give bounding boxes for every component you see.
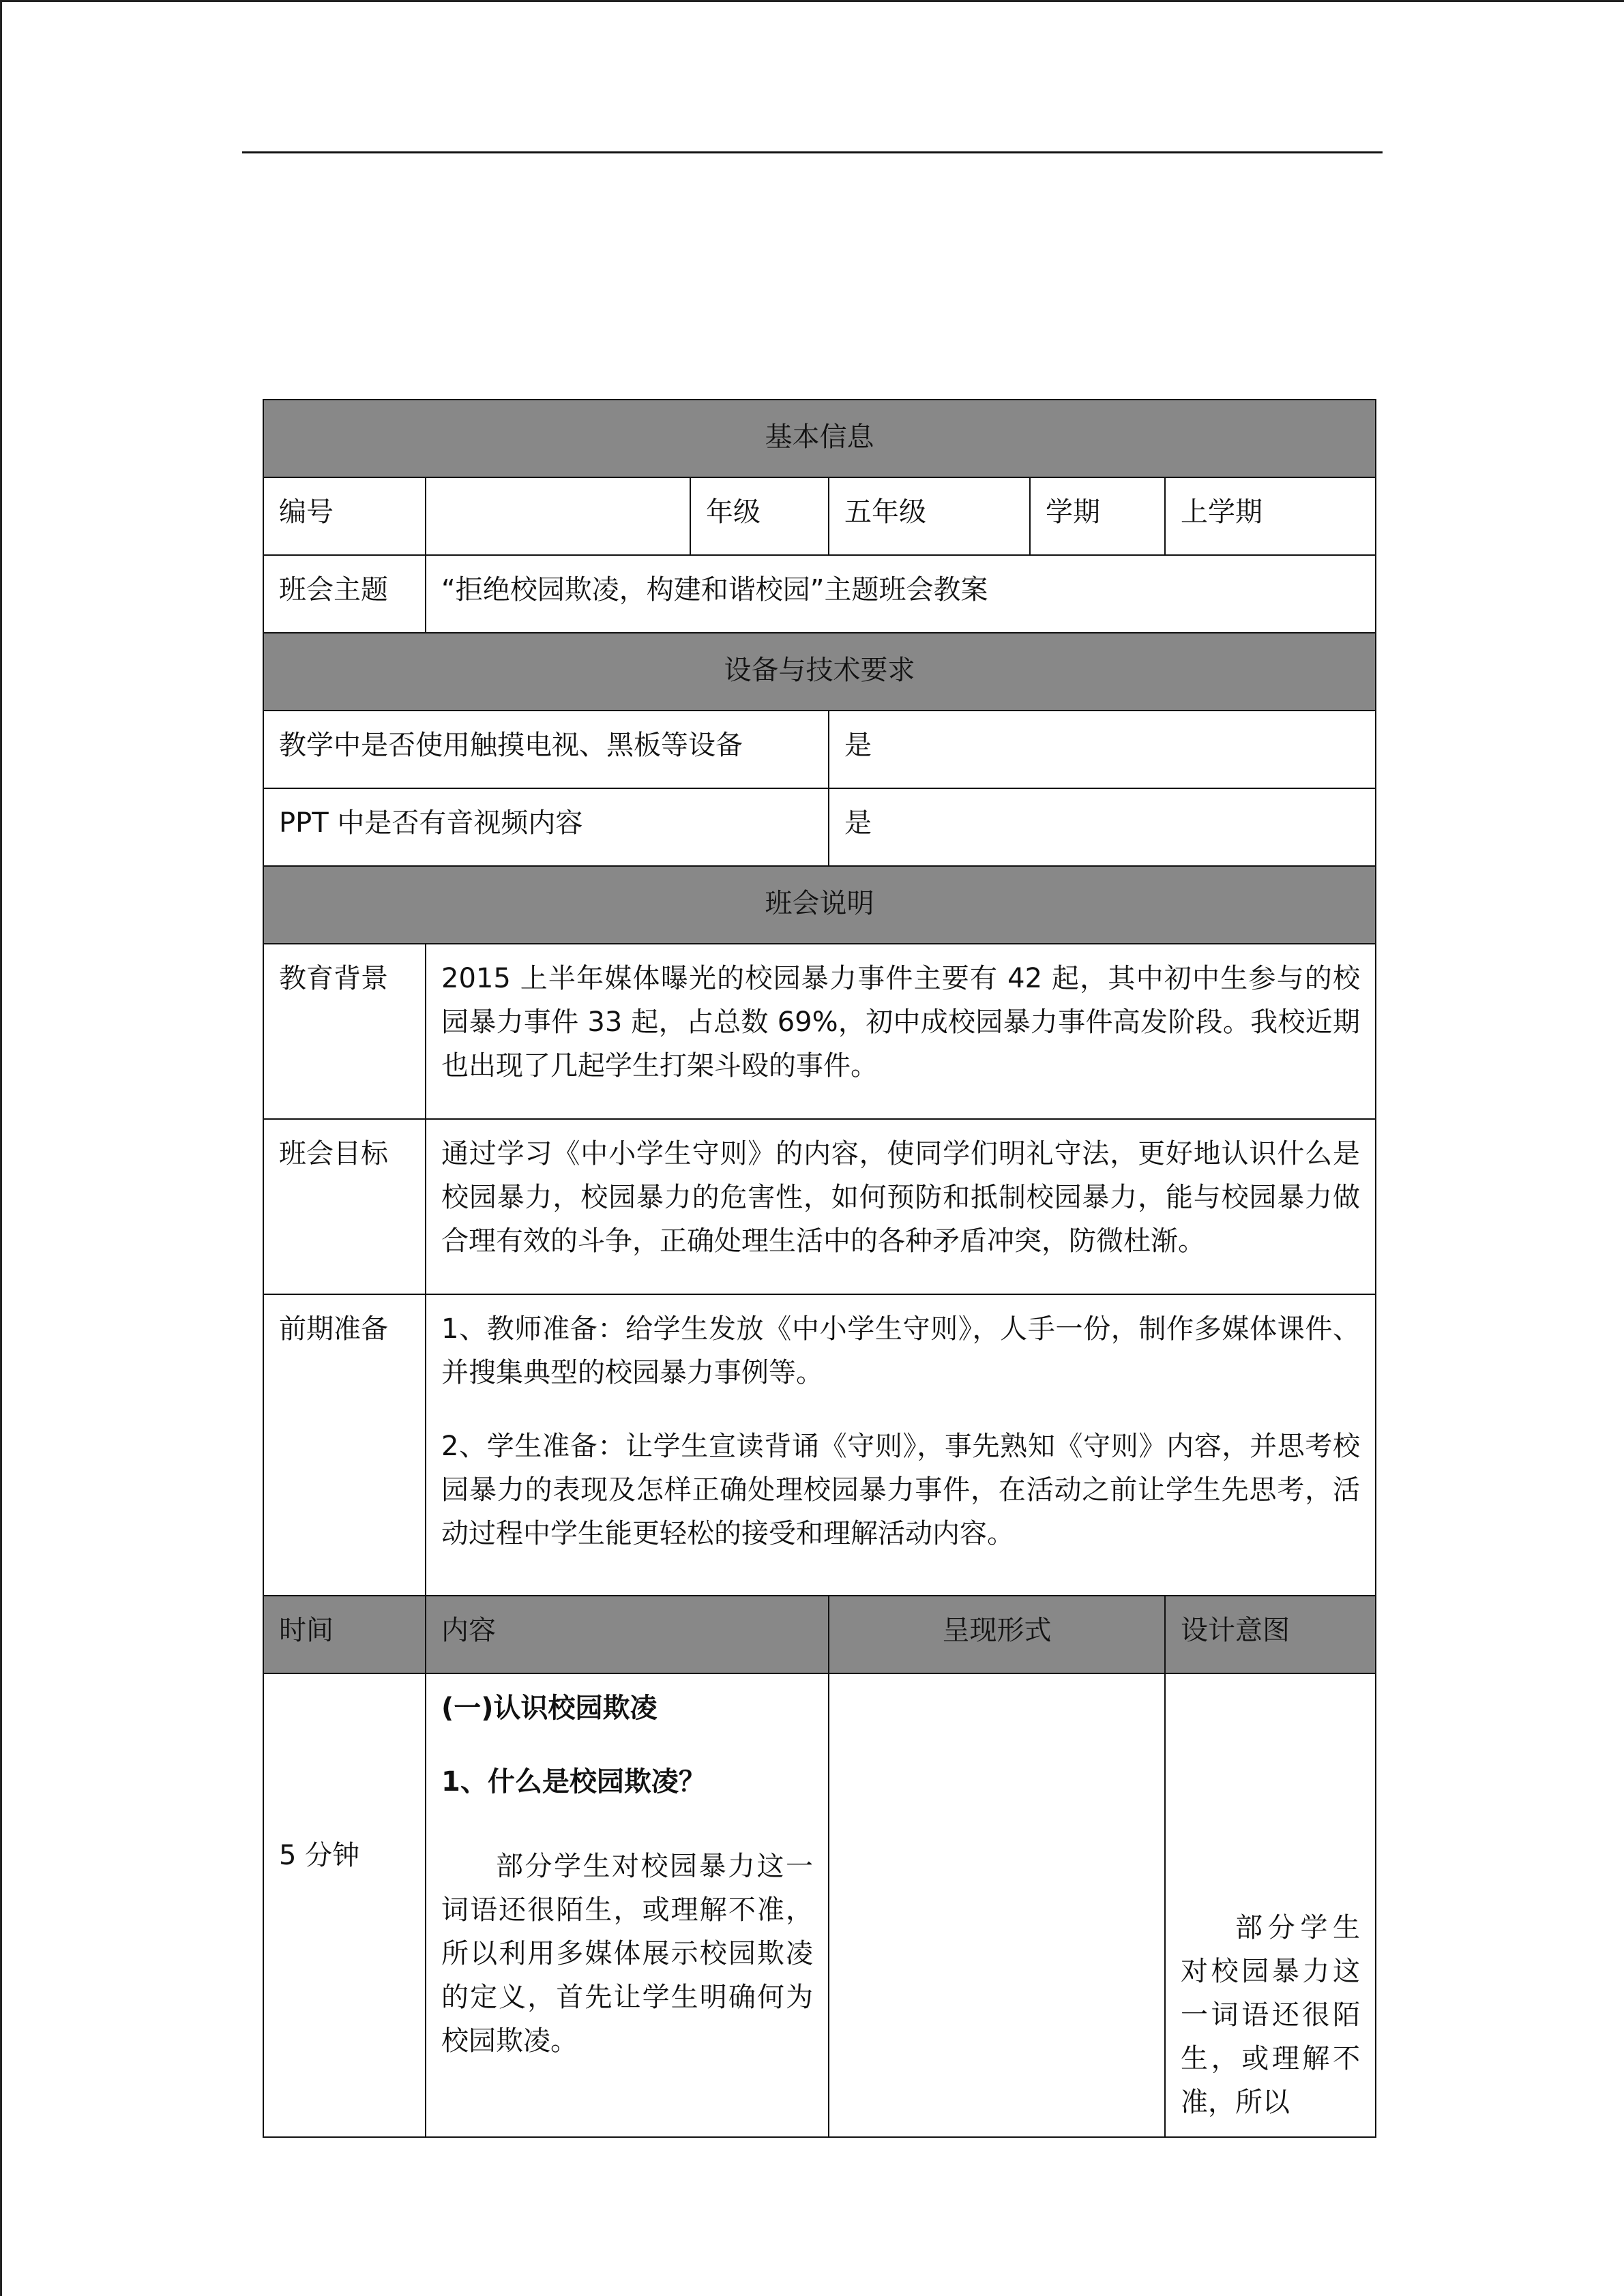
goal-row bbox=[263, 1119, 1376, 1294]
equipment-answer-devices: 是 bbox=[829, 711, 1376, 788]
header-time: 时间 bbox=[263, 1596, 426, 1673]
schedule-header-row bbox=[263, 1596, 1376, 1673]
prep-text bbox=[426, 1294, 1376, 1596]
background-label: 教育背景 bbox=[263, 944, 426, 1119]
section-row-description bbox=[263, 866, 1376, 944]
topic-label: 班会主题 bbox=[263, 555, 426, 633]
schedule-intent: 部分学生对校园暴力这一词语还很陌生，或理解不准，所以 bbox=[1181, 1912, 1361, 2118]
topic-row bbox=[263, 555, 1376, 633]
prep-label: 前期准备 bbox=[263, 1294, 426, 1596]
prep-text-student: 2、学生准备：让学生宣读背诵《守则》，事先熟知《守则》内容，并思考校园暴力的表现及怎样正确处理校园暴力事件，在活动之前让学生先思考，活动过程中学生能更轻松的接受和理解活动内容。 bbox=[441, 1431, 1361, 1549]
term-label: 学期 bbox=[1030, 477, 1165, 555]
number-value bbox=[426, 477, 690, 555]
prep-row bbox=[263, 1294, 1376, 1596]
schedule-time-cell bbox=[263, 1673, 426, 2137]
grade-value: 五年级 bbox=[829, 477, 1030, 555]
background-row bbox=[263, 944, 1376, 1119]
grade-label: 年级 bbox=[690, 477, 829, 555]
background-text: 2015 上半年媒体曝光的校园暴力事件主要有 42 起，其中初中生参与的校园暴力事件 33 起，占总数 69%，初中成校园暴力事件高发阶段。我校近期也出现了几起学生打架斗殴的事件。 bbox=[426, 944, 1376, 1119]
section-row-equipment bbox=[263, 633, 1376, 711]
schedule-subheading: 1、什么是校园欺凌？ bbox=[441, 1766, 706, 1798]
schedule-time: 5 分钟 bbox=[279, 1840, 360, 1871]
prep-text-teacher: 1、教师准备：给学生发放《中小学生守则》，人手一份，制作多媒体课件、并搜集典型的校园暴力事例等。 bbox=[441, 1313, 1361, 1388]
section-title-basic-info: 基本信息 bbox=[263, 400, 1376, 477]
topic-value: “拒绝校园欺凌，构建和谐校园”主题班会教案 bbox=[426, 555, 1376, 633]
lesson-plan-table bbox=[263, 399, 1376, 2138]
term-value: 上学期 bbox=[1165, 477, 1376, 555]
goal-label: 班会目标 bbox=[263, 1119, 426, 1294]
equipment-answer-media: 是 bbox=[829, 788, 1376, 866]
basic-info-row bbox=[263, 477, 1376, 555]
section-title-description: 班会说明 bbox=[263, 866, 1376, 944]
schedule-content-cell bbox=[426, 1673, 829, 2137]
section-title-equipment: 设备与技术要求 bbox=[263, 633, 1376, 711]
equipment-question-devices: 教学中是否使用触摸电视、黑板等设备 bbox=[263, 711, 829, 788]
equipment-question-media: PPT 中是否有音视频内容 bbox=[263, 788, 829, 866]
header-rule bbox=[242, 151, 1383, 153]
equipment-row-devices bbox=[263, 711, 1376, 788]
header-intent: 设计意图 bbox=[1165, 1596, 1376, 1673]
header-format: 呈现形式 bbox=[829, 1596, 1165, 1673]
equipment-row-media bbox=[263, 788, 1376, 866]
goal-text: 通过学习《中小学生守则》的内容，使同学们明礼守法，更好地认识什么是校园暴力，校园暴力的危害性，如何预防和抵制校园暴力，能与校园暴力做合理有效的斗争，正确处理生活中的各种矛盾冲突，防微杜渐。 bbox=[426, 1119, 1376, 1294]
schedule-heading: (一)认识校园欺凌 bbox=[441, 1693, 658, 1724]
schedule-intent-cell bbox=[1165, 1673, 1376, 2137]
section-row-basic-info bbox=[263, 400, 1376, 477]
schedule-body: 部分学生对校园暴力这一词语还很陌生，或理解不准，所以利用多媒体展示校园欺凌的定义，首先让学生明确何为校园欺凌。 bbox=[441, 1851, 813, 2057]
number-label: 编号 bbox=[263, 477, 426, 555]
schedule-row-1 bbox=[263, 1673, 1376, 2137]
schedule-format-cell bbox=[829, 1673, 1165, 2137]
header-content: 内容 bbox=[426, 1596, 829, 1673]
